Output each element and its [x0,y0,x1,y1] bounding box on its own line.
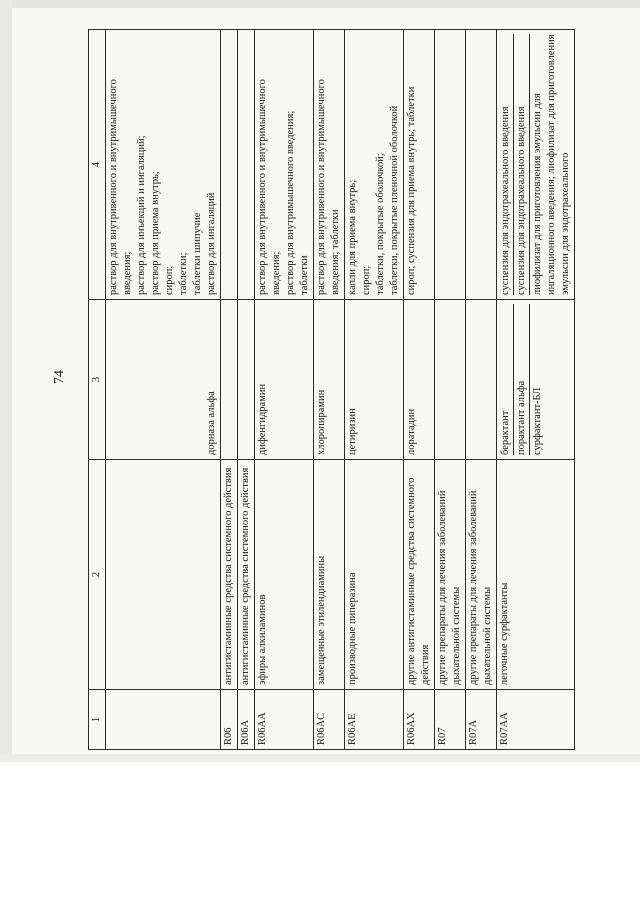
table-row [497,30,575,750]
form-line: лиофилизат для приготовления эмульсии для ингаляционного введения; лиофилизат для приготовления эмульсии для эндотрахеального [532,34,571,295]
atc-code-cell: R06AE [345,690,404,750]
form-line: таблетки [299,255,310,295]
drug-name-cell: дорназа альфа [106,300,221,460]
group-name-cell: легочные сурфактанты [497,460,575,690]
group-name-cell: другие препараты для лечения заболеваний дыхательной системы [466,460,497,690]
form-line: таблетки шипучие [192,212,203,295]
header-cell: 3 [89,300,106,460]
atc-code-cell: R06A [238,690,255,750]
form-line: сироп; [361,265,372,295]
form-line: сироп; суспензия для приема внутрь; таблетки [406,86,417,295]
drug-table [88,29,575,750]
table-row [345,30,404,750]
table-row [404,30,435,750]
dosage-forms-cell [404,30,435,300]
drug-subrow: сурфактант-БЛ [532,387,543,455]
form-line: сироп; [164,265,175,295]
group-name-cell [106,460,221,690]
table-row [255,30,314,750]
table-row [314,30,345,750]
form-line: раствор для внутримышечного введения; [285,110,296,295]
atc-code-cell: R07 [435,690,466,750]
drug-name-cell [466,300,497,460]
drug-name-cell: дифенгидрамин [255,300,314,460]
form-line: раствор для инъекций и ингаляций; [136,135,147,295]
header-cell: 4 [89,30,106,300]
atc-code-cell: R06AX [404,690,435,750]
drug-name-cell: цетиризин [345,300,404,460]
table-row [221,30,238,750]
drug-name-cell: лоратадин [404,300,435,460]
atc-code-cell: R06 [221,690,238,750]
dosage-forms-cell [314,30,345,300]
table-row [238,30,255,750]
atc-code-cell: R07AA [497,690,575,750]
form-line: раствор для внутривенного и внутримышечного введения; [257,79,282,295]
dosage-forms-cell [345,30,404,300]
scan-edge-top [0,0,640,8]
drug-name-cell: хлоропирамин [314,300,345,460]
form-line: раствор для внутривенного и внутримышечного введения; таблетки [316,79,341,295]
dosage-forms-cell [238,30,255,300]
rotated-table-container [88,30,588,750]
form-line: раствор для ингаляций [206,192,217,295]
atc-code-cell: R06AA [255,690,314,750]
group-name-cell: антигистаминные средства системного действия [238,460,255,690]
group-name-cell: другие антигистаминные средства системного действия [404,460,435,690]
drug-name-cell [497,300,575,460]
form-line: раствор для приема внутрь; [150,171,161,295]
atc-code-cell [106,690,221,750]
drug-name-cell [435,300,466,460]
header-cell: 2 [89,460,106,690]
page-number: 74 [52,370,67,384]
dosage-forms-cell [255,30,314,300]
form-line: таблетки; [178,252,189,295]
group-name-cell: эфиры алкиламинов [255,460,314,690]
table-row [466,30,497,750]
forms-subrow [530,34,573,295]
table-row [435,30,466,750]
forms-subrow [514,34,530,295]
drug-name-cell [238,300,255,460]
header-row [89,30,106,750]
scan-edge-bottom [0,754,640,762]
dosage-forms-cell [466,30,497,300]
group-name-cell: замещенные этилендиамины [314,460,345,690]
form-line: раствор для внутривенного и внутримышечного введения; [108,79,133,295]
drug-name-cell [221,300,238,460]
dosage-forms-cell [221,30,238,300]
group-name-cell: производные пиперазина [345,460,404,690]
drug-subrow: порактант альфа [514,304,530,455]
dosage-forms-cell [435,30,466,300]
dosage-forms-cell [497,30,575,300]
atc-code-cell: R06AC [314,690,345,750]
group-name-cell: другие препараты для лечения заболеваний дыхательной системы [435,460,466,690]
header-cell: 1 [89,690,106,750]
group-name-cell: антигистаминные средства системного действия [221,460,238,690]
drug-subrow: берактант [498,304,514,455]
scan-edge-left [0,0,12,762]
form-line: суспензия для эндотрахеального введения [500,106,511,295]
forms-subrow [498,34,514,295]
form-line: суспензия для эндотрахеального введения [516,106,527,295]
table-row [106,30,221,750]
form-line: таблетки, покрытые оболочкой; [375,153,386,295]
dosage-forms-cell [106,30,221,300]
form-line: таблетки, покрытые пленочной оболочкой [389,105,400,295]
form-line: капли для приема внутрь; [347,179,358,295]
atc-code-cell: R07A [466,690,497,750]
